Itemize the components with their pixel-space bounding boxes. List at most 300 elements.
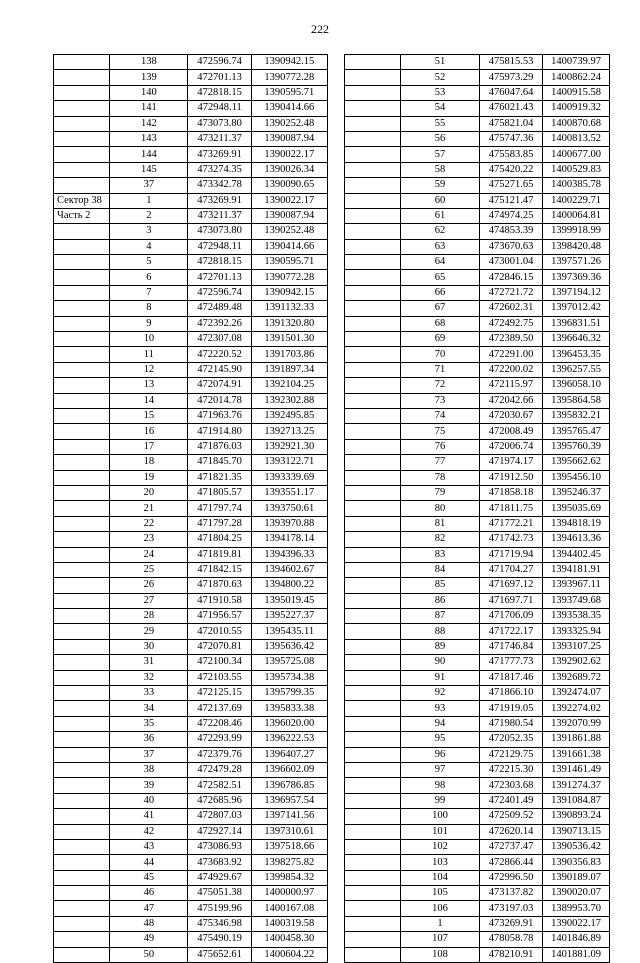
table-row <box>345 624 610 639</box>
x-coordinate: 475747.36 <box>480 131 543 146</box>
table-row <box>54 347 328 362</box>
y-coordinate: 1392921.30 <box>251 439 327 454</box>
y-coordinate: 1396222.53 <box>251 732 327 747</box>
point-number: 90 <box>401 655 480 670</box>
y-coordinate: 1390090.65 <box>251 178 327 193</box>
x-coordinate: 472052.35 <box>480 732 543 747</box>
section-label-cell <box>54 439 110 454</box>
section-label-cell <box>345 578 401 593</box>
x-coordinate: 471719.94 <box>480 547 543 562</box>
section-label-cell <box>54 932 110 947</box>
x-coordinate: 475051.38 <box>188 886 251 901</box>
table-row <box>345 639 610 654</box>
point-number: 77 <box>401 455 480 470</box>
section-label-cell <box>54 101 110 116</box>
point-number: 87 <box>401 609 480 624</box>
section-label-cell <box>345 270 401 285</box>
section-label-cell <box>54 378 110 393</box>
coordinates-table-left <box>53 54 328 963</box>
section-label-cell <box>54 532 110 547</box>
y-coordinate: 1400458.30 <box>251 932 327 947</box>
section-label-cell <box>54 424 110 439</box>
table-row <box>54 732 328 747</box>
table-row <box>345 347 610 362</box>
point-number: 108 <box>401 947 480 962</box>
y-coordinate: 1394178.14 <box>251 532 327 547</box>
section-label-cell <box>345 624 401 639</box>
table-row <box>54 378 328 393</box>
x-coordinate: 471772.21 <box>480 516 543 531</box>
section-label-cell <box>345 901 401 916</box>
point-number: 30 <box>110 639 188 654</box>
section-label-cell <box>54 501 110 516</box>
section-label-cell <box>54 362 110 377</box>
section-label-cell <box>54 624 110 639</box>
point-number: 55 <box>401 116 480 131</box>
x-coordinate: 472008.49 <box>480 424 543 439</box>
point-number: 100 <box>401 809 480 824</box>
section-label-cell <box>345 470 401 485</box>
x-coordinate: 471817.46 <box>480 670 543 685</box>
point-number: 81 <box>401 516 480 531</box>
section-label-cell <box>345 547 401 562</box>
table-row <box>54 270 328 285</box>
point-number: 19 <box>110 470 188 485</box>
table-row <box>345 301 610 316</box>
table-row <box>345 732 610 747</box>
section-label-cell <box>345 516 401 531</box>
point-number: 75 <box>401 424 480 439</box>
point-number: 17 <box>110 439 188 454</box>
x-coordinate: 472100.34 <box>188 655 251 670</box>
section-label-cell <box>345 793 401 808</box>
table-row <box>54 762 328 777</box>
y-coordinate: 1401881.09 <box>543 947 610 962</box>
y-coordinate: 1390026.34 <box>251 162 327 177</box>
x-coordinate: 472103.55 <box>188 670 251 685</box>
y-coordinate: 1393749.68 <box>543 593 610 608</box>
y-coordinate: 1397369.36 <box>543 270 610 285</box>
section-label-cell <box>345 485 401 500</box>
page-number: 222 <box>311 22 329 36</box>
table-row <box>54 609 328 624</box>
y-coordinate: 1400677.00 <box>543 147 610 162</box>
section-label-cell <box>345 501 401 516</box>
table-row <box>345 516 610 531</box>
point-number: 28 <box>110 609 188 624</box>
table-row <box>345 393 610 408</box>
table-row <box>345 131 610 146</box>
section-label-cell <box>54 578 110 593</box>
table-row <box>345 208 610 223</box>
point-number: 36 <box>110 732 188 747</box>
table-row <box>54 439 328 454</box>
section-label-cell <box>54 301 110 316</box>
y-coordinate: 1397571.26 <box>543 255 610 270</box>
table-row <box>54 55 328 70</box>
table-row <box>54 131 328 146</box>
table-row <box>54 101 328 116</box>
table-row <box>345 916 610 931</box>
x-coordinate: 472115.97 <box>480 378 543 393</box>
x-coordinate: 476047.64 <box>480 85 543 100</box>
point-number: 89 <box>401 639 480 654</box>
table-row <box>345 762 610 777</box>
section-label-cell <box>345 655 401 670</box>
point-number: 25 <box>110 562 188 577</box>
table-row <box>345 316 610 331</box>
x-coordinate: 472701.13 <box>188 270 251 285</box>
section-label-cell <box>54 839 110 854</box>
y-coordinate: 1391897.34 <box>251 362 327 377</box>
y-coordinate: 1395636.42 <box>251 639 327 654</box>
y-coordinate: 1390087.94 <box>251 131 327 146</box>
y-coordinate: 1400229.71 <box>543 193 610 208</box>
y-coordinate: 1400813.52 <box>543 131 610 146</box>
table-row <box>54 424 328 439</box>
x-coordinate: 472602.31 <box>480 301 543 316</box>
x-coordinate: 478058.78 <box>480 932 543 947</box>
section-label-cell <box>345 85 401 100</box>
table-row <box>345 193 610 208</box>
x-coordinate: 472489.48 <box>188 301 251 316</box>
point-number: 63 <box>401 239 480 254</box>
y-coordinate: 1394800.22 <box>251 578 327 593</box>
point-number: 23 <box>110 532 188 547</box>
point-number: 145 <box>110 162 188 177</box>
table-row <box>54 793 328 808</box>
y-coordinate: 1394396.33 <box>251 547 327 562</box>
section-label-cell <box>345 301 401 316</box>
point-number: 95 <box>401 732 480 747</box>
x-coordinate: 471704.27 <box>480 562 543 577</box>
table-row <box>345 85 610 100</box>
x-coordinate: 473269.91 <box>188 147 251 162</box>
section-label-cell <box>54 901 110 916</box>
point-number: 107 <box>401 932 480 947</box>
y-coordinate: 1392070.99 <box>543 716 610 731</box>
y-coordinate: 1394181.91 <box>543 562 610 577</box>
section-label-cell <box>345 639 401 654</box>
x-coordinate: 472701.13 <box>188 70 251 85</box>
point-number: 29 <box>110 624 188 639</box>
y-coordinate: 1395019.45 <box>251 593 327 608</box>
table-row <box>54 593 328 608</box>
section-label-cell <box>345 716 401 731</box>
section-label-cell <box>54 162 110 177</box>
table-row <box>345 239 610 254</box>
section-label-cell <box>54 778 110 793</box>
y-coordinate: 1390893.24 <box>543 809 610 824</box>
point-number: 74 <box>401 408 480 423</box>
y-coordinate: 1393339.69 <box>251 470 327 485</box>
y-coordinate: 1395246.37 <box>543 485 610 500</box>
table-row <box>345 378 610 393</box>
x-coordinate: 472596.74 <box>188 285 251 300</box>
table-row <box>54 147 328 162</box>
table-row <box>54 393 328 408</box>
section-label-cell <box>54 131 110 146</box>
section-label-cell <box>345 762 401 777</box>
table-row <box>345 116 610 131</box>
x-coordinate: 472137.69 <box>188 701 251 716</box>
point-number: 31 <box>110 655 188 670</box>
y-coordinate: 1390414.66 <box>251 101 327 116</box>
table-row <box>345 485 610 500</box>
point-number: 42 <box>110 824 188 839</box>
x-coordinate: 472596.74 <box>188 55 251 70</box>
x-coordinate: 475346.98 <box>188 916 251 931</box>
y-coordinate: 1401846.89 <box>543 932 610 947</box>
table-row <box>54 901 328 916</box>
x-coordinate: 475490.19 <box>188 932 251 947</box>
section-label-cell <box>54 670 110 685</box>
table-row <box>345 578 610 593</box>
y-coordinate: 1393967.11 <box>543 578 610 593</box>
point-number: 96 <box>401 747 480 762</box>
x-coordinate: 471956.57 <box>188 609 251 624</box>
y-coordinate: 1391461.49 <box>543 762 610 777</box>
point-number: 83 <box>401 547 480 562</box>
section-label-cell <box>345 408 401 423</box>
table-row <box>54 255 328 270</box>
y-coordinate: 1394402.45 <box>543 547 610 562</box>
section-label-cell <box>54 732 110 747</box>
y-coordinate: 1397518.66 <box>251 839 327 854</box>
x-coordinate: 475973.29 <box>480 70 543 85</box>
section-label-cell <box>345 670 401 685</box>
section-label-cell <box>345 455 401 470</box>
table-row <box>54 332 328 347</box>
table-row <box>345 255 610 270</box>
section-label-cell <box>54 347 110 362</box>
y-coordinate: 1393970.88 <box>251 516 327 531</box>
y-coordinate: 1396602.09 <box>251 762 327 777</box>
x-coordinate: 473211.37 <box>188 131 251 146</box>
point-number: 94 <box>401 716 480 731</box>
x-coordinate: 473073.80 <box>188 224 251 239</box>
section-label-cell <box>345 147 401 162</box>
table-row <box>54 716 328 731</box>
section-label-cell <box>54 178 110 193</box>
x-coordinate: 472010.55 <box>188 624 251 639</box>
point-number: 93 <box>401 701 480 716</box>
point-number: 139 <box>110 70 188 85</box>
x-coordinate: 475121.47 <box>480 193 543 208</box>
table-row <box>54 670 328 685</box>
section-label-cell <box>345 208 401 223</box>
point-number: 67 <box>401 301 480 316</box>
section-label-cell <box>54 116 110 131</box>
table-row <box>345 285 610 300</box>
y-coordinate: 1400529.83 <box>543 162 610 177</box>
point-number: 106 <box>401 901 480 916</box>
y-coordinate: 1395833.38 <box>251 701 327 716</box>
x-coordinate: 472379.76 <box>188 747 251 762</box>
point-number: 70 <box>401 347 480 362</box>
y-coordinate: 1390252.48 <box>251 116 327 131</box>
section-label-cell <box>345 686 401 701</box>
x-coordinate: 472807.03 <box>188 809 251 824</box>
section-label-cell <box>54 332 110 347</box>
point-number: 35 <box>110 716 188 731</box>
y-coordinate: 1393107.25 <box>543 639 610 654</box>
x-coordinate: 471821.35 <box>188 470 251 485</box>
section-label-cell <box>54 886 110 901</box>
x-coordinate: 472818.15 <box>188 85 251 100</box>
x-coordinate: 472030.67 <box>480 408 543 423</box>
table-row <box>54 870 328 885</box>
table-row <box>345 424 610 439</box>
y-coordinate: 1400870.68 <box>543 116 610 131</box>
y-coordinate: 1390942.15 <box>251 55 327 70</box>
section-label-cell <box>54 408 110 423</box>
point-number: 141 <box>110 101 188 116</box>
y-coordinate: 1396831.51 <box>543 316 610 331</box>
y-coordinate: 1395765.47 <box>543 424 610 439</box>
section-label-cell <box>54 470 110 485</box>
y-coordinate: 1398275.82 <box>251 855 327 870</box>
table-row <box>54 470 328 485</box>
section-label-cell: Сектор 38 <box>54 193 110 208</box>
point-number: 68 <box>401 316 480 331</box>
point-number: 88 <box>401 624 480 639</box>
section-label-cell: Часть 2 <box>54 208 110 223</box>
point-number: 33 <box>110 686 188 701</box>
point-number: 104 <box>401 870 480 885</box>
x-coordinate: 473073.80 <box>188 116 251 131</box>
x-coordinate: 471811.75 <box>480 501 543 516</box>
point-number: 142 <box>110 116 188 131</box>
section-label-cell <box>54 55 110 70</box>
y-coordinate: 1396957.54 <box>251 793 327 808</box>
y-coordinate: 1394613.36 <box>543 532 610 547</box>
x-coordinate: 473086.93 <box>188 839 251 854</box>
point-number: 60 <box>401 193 480 208</box>
x-coordinate: 471842.15 <box>188 562 251 577</box>
point-number: 37 <box>110 178 188 193</box>
point-number: 69 <box>401 332 480 347</box>
section-label-cell <box>345 178 401 193</box>
point-number: 51 <box>401 55 480 70</box>
section-label-cell <box>345 947 401 962</box>
point-number: 56 <box>401 131 480 146</box>
table-row <box>54 839 328 854</box>
table-row <box>345 716 610 731</box>
x-coordinate: 473670.63 <box>480 239 543 254</box>
point-number: 85 <box>401 578 480 593</box>
y-coordinate: 1395035.69 <box>543 501 610 516</box>
section-label-cell <box>54 824 110 839</box>
table-row <box>54 562 328 577</box>
x-coordinate: 471797.28 <box>188 516 251 531</box>
point-number: 22 <box>110 516 188 531</box>
x-coordinate: 472042.66 <box>480 393 543 408</box>
y-coordinate: 1396020.00 <box>251 716 327 731</box>
y-coordinate: 1393325.94 <box>543 624 610 639</box>
x-coordinate: 472208.46 <box>188 716 251 731</box>
table-row <box>54 193 328 208</box>
table-row <box>54 301 328 316</box>
y-coordinate: 1400739.97 <box>543 55 610 70</box>
x-coordinate: 472996.50 <box>480 870 543 885</box>
point-number: 61 <box>401 208 480 223</box>
point-number: 86 <box>401 593 480 608</box>
table-row <box>54 224 328 239</box>
section-label-cell <box>345 393 401 408</box>
section-label-cell <box>54 655 110 670</box>
x-coordinate: 471980.54 <box>480 716 543 731</box>
section-label-cell <box>54 516 110 531</box>
section-label-cell <box>54 547 110 562</box>
x-coordinate: 472129.75 <box>480 747 543 762</box>
section-label-cell <box>345 839 401 854</box>
x-coordinate: 471914.80 <box>188 424 251 439</box>
y-coordinate: 1390252.48 <box>251 224 327 239</box>
y-coordinate: 1390020.07 <box>543 886 610 901</box>
y-coordinate: 1391861.88 <box>543 732 610 747</box>
x-coordinate: 471845.70 <box>188 455 251 470</box>
table-row <box>345 270 610 285</box>
point-number: 78 <box>401 470 480 485</box>
x-coordinate: 475821.04 <box>480 116 543 131</box>
section-label-cell <box>345 701 401 716</box>
point-number: 43 <box>110 839 188 854</box>
table-row <box>345 470 610 485</box>
y-coordinate: 1399918.99 <box>543 224 610 239</box>
x-coordinate: 471919.05 <box>480 701 543 716</box>
section-label-cell <box>345 439 401 454</box>
section-label-cell <box>345 162 401 177</box>
x-coordinate: 471819.81 <box>188 547 251 562</box>
point-number: 40 <box>110 793 188 808</box>
y-coordinate: 1397012.42 <box>543 301 610 316</box>
x-coordinate: 475199.96 <box>188 901 251 916</box>
y-coordinate: 1398420.48 <box>543 239 610 254</box>
point-number: 138 <box>110 55 188 70</box>
table-row <box>54 824 328 839</box>
y-coordinate: 1392713.25 <box>251 424 327 439</box>
section-label-cell <box>345 855 401 870</box>
table-row <box>54 686 328 701</box>
table-row <box>345 778 610 793</box>
point-number: 103 <box>401 855 480 870</box>
point-number: 34 <box>110 701 188 716</box>
x-coordinate: 475583.85 <box>480 147 543 162</box>
section-label-cell <box>345 824 401 839</box>
point-number: 1 <box>110 193 188 208</box>
y-coordinate: 1396407.27 <box>251 747 327 762</box>
x-coordinate: 471746.84 <box>480 639 543 654</box>
x-coordinate: 471912.50 <box>480 470 543 485</box>
table-row <box>54 655 328 670</box>
point-number: 49 <box>110 932 188 947</box>
point-number: 97 <box>401 762 480 777</box>
x-coordinate: 472293.99 <box>188 732 251 747</box>
y-coordinate: 1392495.85 <box>251 408 327 423</box>
point-number: 8 <box>110 301 188 316</box>
x-coordinate: 472125.15 <box>188 686 251 701</box>
point-number: 66 <box>401 285 480 300</box>
y-coordinate: 1395760.39 <box>543 439 610 454</box>
y-coordinate: 1391132.33 <box>251 301 327 316</box>
x-coordinate: 472737.47 <box>480 839 543 854</box>
table-row <box>54 886 328 901</box>
y-coordinate: 1392302.88 <box>251 393 327 408</box>
x-coordinate: 471858.18 <box>480 485 543 500</box>
section-label-cell <box>345 70 401 85</box>
point-number: 143 <box>110 131 188 146</box>
